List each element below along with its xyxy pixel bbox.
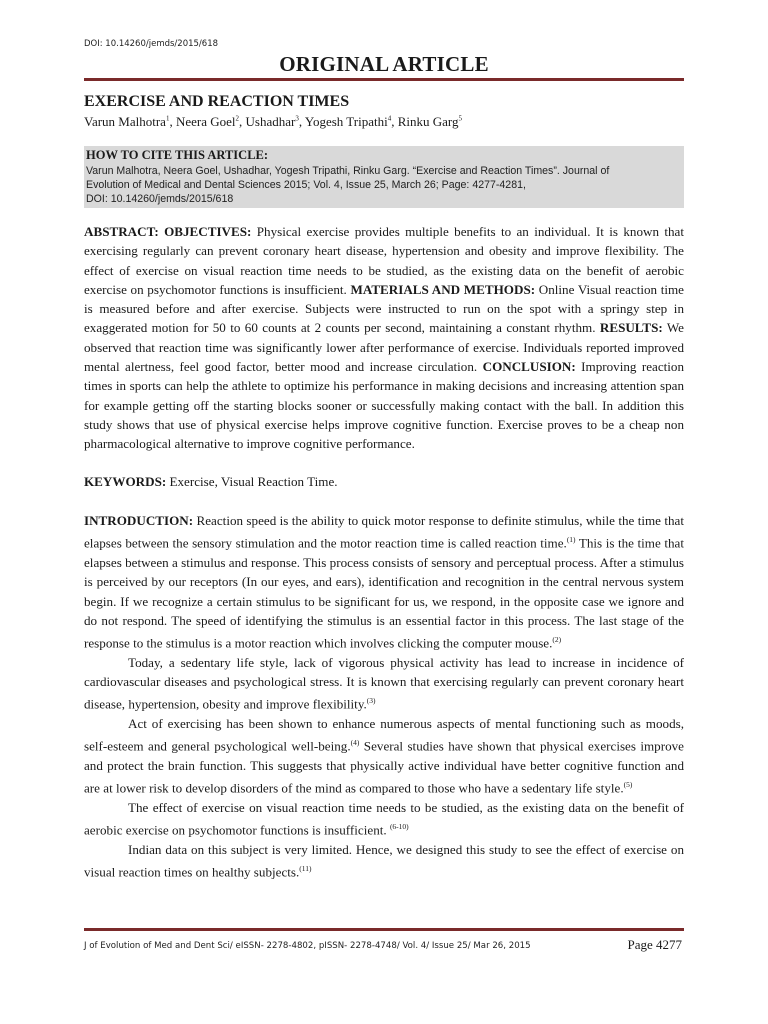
- intro-paragraph: [84, 840, 684, 882]
- author-affiliation-number: 4: [387, 114, 392, 123]
- intro-text: Several studies have shown that physical exercises improve and protect the brain function. This suggests that physically active individual have better cognitive function and are at lower risk to develop disorders of the mind as compared to those who have a sedentary life style.: [84, 738, 684, 796]
- conclusion-text: Improving reaction times in sports can help the athlete to optimize his performance in making decisions and increasing attention span for example getting off the starting blocks sooner or successfully making contact with the ball. In addition this study shows that use of physical exercise helps improve cognitive function. Exercise proves to be a cheap non pharmacological alternative to improve cognitive performance.: [84, 359, 685, 452]
- keywords-label: KEYWORDS:: [84, 474, 167, 489]
- keywords-line: [84, 472, 684, 491]
- author-separator: ,: [298, 114, 305, 129]
- objectives-text: Physical exercise provides multiple benefits to an individual. It is known that exercising regularly can prevent coronary heart disease, hypertension and obesity and improve flexibility. The effect of exercise on visual reaction time needs to be studied, as the existing data on the benefit of aerobic exercise on psychomotor functions is insufficient.: [84, 224, 684, 297]
- author-affiliation-number: 1: [165, 114, 170, 123]
- citation-text: [86, 164, 682, 206]
- author-name: Varun Malhotra: [84, 114, 166, 129]
- article-title: EXERCISE AND REACTION TIMES: [84, 93, 350, 110]
- abstract-label: ABSTRACT:: [84, 224, 159, 239]
- intro-text: Today, a sedentary life style, lack of vigorous physical activity has lead to increase in incidence of cardiovascular diseases and psychological stress. It is known that exercising regularly can prevent coronary heart disease, hypertension, obesity and improve flexibility.: [84, 654, 684, 712]
- page-number: Page 4277: [627, 937, 682, 952]
- author-list: [84, 114, 462, 130]
- citation-doi: DOI: 10.14260/jemds/2015/618: [86, 193, 234, 205]
- author-affiliation-number: 2: [235, 114, 240, 123]
- footer-divider: [84, 928, 684, 931]
- intro-text: Reaction speed is the ability to quick motor response to definite stimulus, while the time that elapses between the sensory stimulation and the motor reaction time is called reaction time.: [84, 513, 684, 551]
- author-name: Rinku Garg: [397, 114, 459, 129]
- methods-label: MATERIALS AND METHODS:: [350, 281, 536, 297]
- results-label: RESULTS:: [599, 320, 663, 336]
- methods-text: Online Visual reaction time is measured before and after exercise. Subjects were instructed to run on the spot with a springy step in exaggerated motion for 50 to 60 counts at 2 counts per second, maintaining a constant rhythm.: [84, 281, 684, 336]
- citation-ref: (2): [552, 635, 562, 645]
- citation-ref: (4): [350, 738, 360, 748]
- abstract-section: [84, 222, 684, 454]
- objectives-label: OBJECTIVES:: [164, 224, 252, 239]
- intro-text: This is the time that elapses between a stimulus and response. This process consists of sensory and perceptual process. After a stimulus is perceived by our receptors (In our eyes, and ears), identification and recognition in the central nervous system begin. If we recognize a certain stimulus to be significant for us, we respond, in the opposite case we ignore and do not respond. The speed of identifying the stimulus is an essential factor in this process. The last stage of the response to the stimulus is a motor reaction which involves clicking the computer mouse.: [84, 535, 684, 651]
- header-doi: DOI: 10.14260/jemds/2015/618: [84, 39, 219, 49]
- citation-line: Varun Malhotra, Neera Goel, Ushadhar, Yogesh Tripathi, Rinku Garg. “Exercise and Reaction Times”. Journal of: [86, 165, 610, 177]
- keywords-text: Exercise, Visual Reaction Time.: [169, 474, 338, 489]
- intro-paragraph: [84, 798, 684, 840]
- author-name: Neera Goel: [175, 114, 236, 129]
- introduction-label: INTRODUCTION:: [84, 513, 194, 528]
- conclusion-label: CONCLUSION:: [482, 359, 576, 375]
- citation-ref: (3): [366, 696, 376, 706]
- results-text: We observed that reaction time was significantly lower after performance of exercise. Individuals reported improved mental alertness, feel good factor, better mood and increase circulation.: [84, 320, 684, 375]
- intro-paragraph: [84, 653, 684, 714]
- author-separator: ,: [169, 114, 176, 129]
- intro-text: Act of exercising has been shown to enhance numerous aspects of mental functioning such as moods, self-esteem and general psychological well-being.: [84, 716, 684, 754]
- introduction-section: [84, 511, 684, 882]
- author-name: Yogesh Tripathi: [304, 114, 388, 129]
- author-affiliation-number: 5: [458, 114, 463, 123]
- footer-journal-info: J of Evolution of Med and Dent Sci/ eISSN- 2278-4802, pISSN- 2278-4748/ Vol. 4/ Issue 25/ Mar 26, 2015: [84, 941, 531, 951]
- author-name: Ushadhar: [245, 114, 296, 129]
- author-affiliation-number: 3: [295, 114, 299, 123]
- header-divider: [84, 78, 684, 81]
- author-separator: ,: [391, 114, 398, 129]
- intro-text: The effect of exercise on visual reaction time needs to be studied, as the existing data on the benefit of aerobic exercise on psychomotor functions is insufficient.: [84, 799, 684, 838]
- intro-text: Indian data on this subject is very limited. Hence, we designed this study to see the effect of exercise on visual reaction times on healthy subjects.: [84, 841, 684, 880]
- citation-ref: (1): [566, 535, 576, 545]
- citation-heading: HOW TO CITE THIS ARTICLE:: [86, 148, 269, 162]
- intro-paragraph: [84, 511, 684, 653]
- article-type-heading: ORIGINAL ARTICLE: [279, 52, 489, 76]
- author-separator: ,: [239, 114, 246, 129]
- intro-paragraph: [84, 714, 684, 798]
- citation-ref: (5): [623, 780, 633, 790]
- citation-ref: (6-10): [389, 822, 409, 832]
- citation-line: Evolution of Medical and Dental Sciences 2015; Vol. 4, Issue 25, March 26; Page: 4277-4281,: [86, 179, 526, 191]
- citation-ref: (11): [299, 864, 312, 874]
- citation-box: [84, 146, 684, 208]
